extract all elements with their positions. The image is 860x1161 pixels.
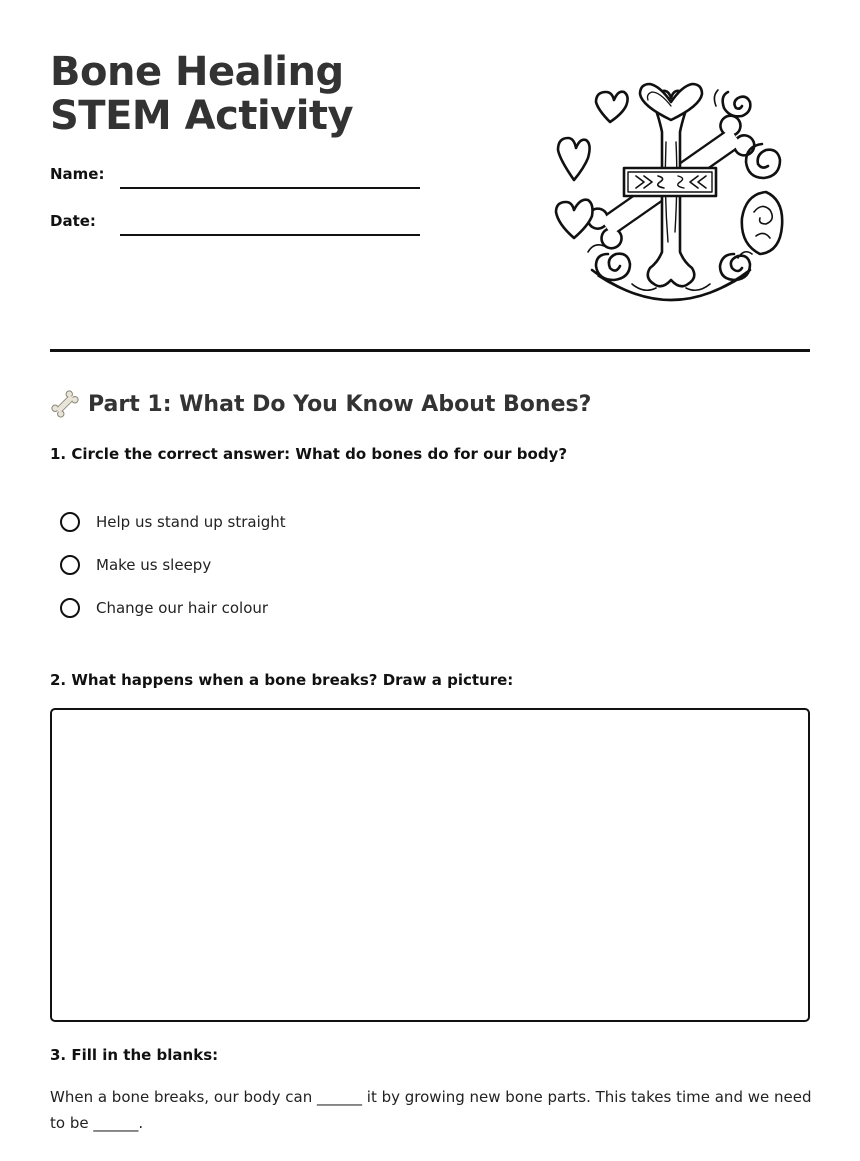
question-2: 2. What happens when a bone breaks? Draw a picture: bbox=[50, 671, 514, 689]
bone-icon bbox=[50, 389, 80, 419]
option-3[interactable] bbox=[60, 595, 268, 621]
part1-heading bbox=[50, 388, 591, 420]
option-label: Change our hair colour bbox=[96, 599, 269, 617]
drawing-area[interactable] bbox=[50, 708, 810, 1022]
name-label: Name: bbox=[50, 165, 105, 183]
option-label: Help us stand up straight bbox=[96, 513, 286, 531]
bone-cross-hearts-illustration bbox=[548, 62, 794, 308]
part1-heading-text: Part 1: What Do You Know About Bones? bbox=[88, 391, 592, 417]
fill-in-sentence: When a bone breaks, our body can ______ it by growing new bone parts. This takes time and we need to be ______. bbox=[50, 1088, 812, 1132]
page-title: Bone Healing STEM Activity bbox=[50, 49, 354, 139]
date-field[interactable] bbox=[120, 234, 420, 236]
date-label: Date: bbox=[50, 212, 96, 230]
option-circle[interactable] bbox=[60, 512, 80, 532]
option-circle[interactable] bbox=[60, 555, 80, 575]
option-circle[interactable] bbox=[60, 598, 80, 618]
option-1[interactable] bbox=[60, 509, 286, 535]
question-3: 3. Fill in the blanks: bbox=[50, 1046, 219, 1064]
section-divider bbox=[50, 349, 810, 352]
name-field[interactable] bbox=[120, 187, 420, 189]
question-1: 1. Circle the correct answer: What do bones do for our body? bbox=[50, 445, 568, 463]
option-label: Make us sleepy bbox=[96, 556, 212, 574]
option-2[interactable] bbox=[60, 552, 211, 578]
